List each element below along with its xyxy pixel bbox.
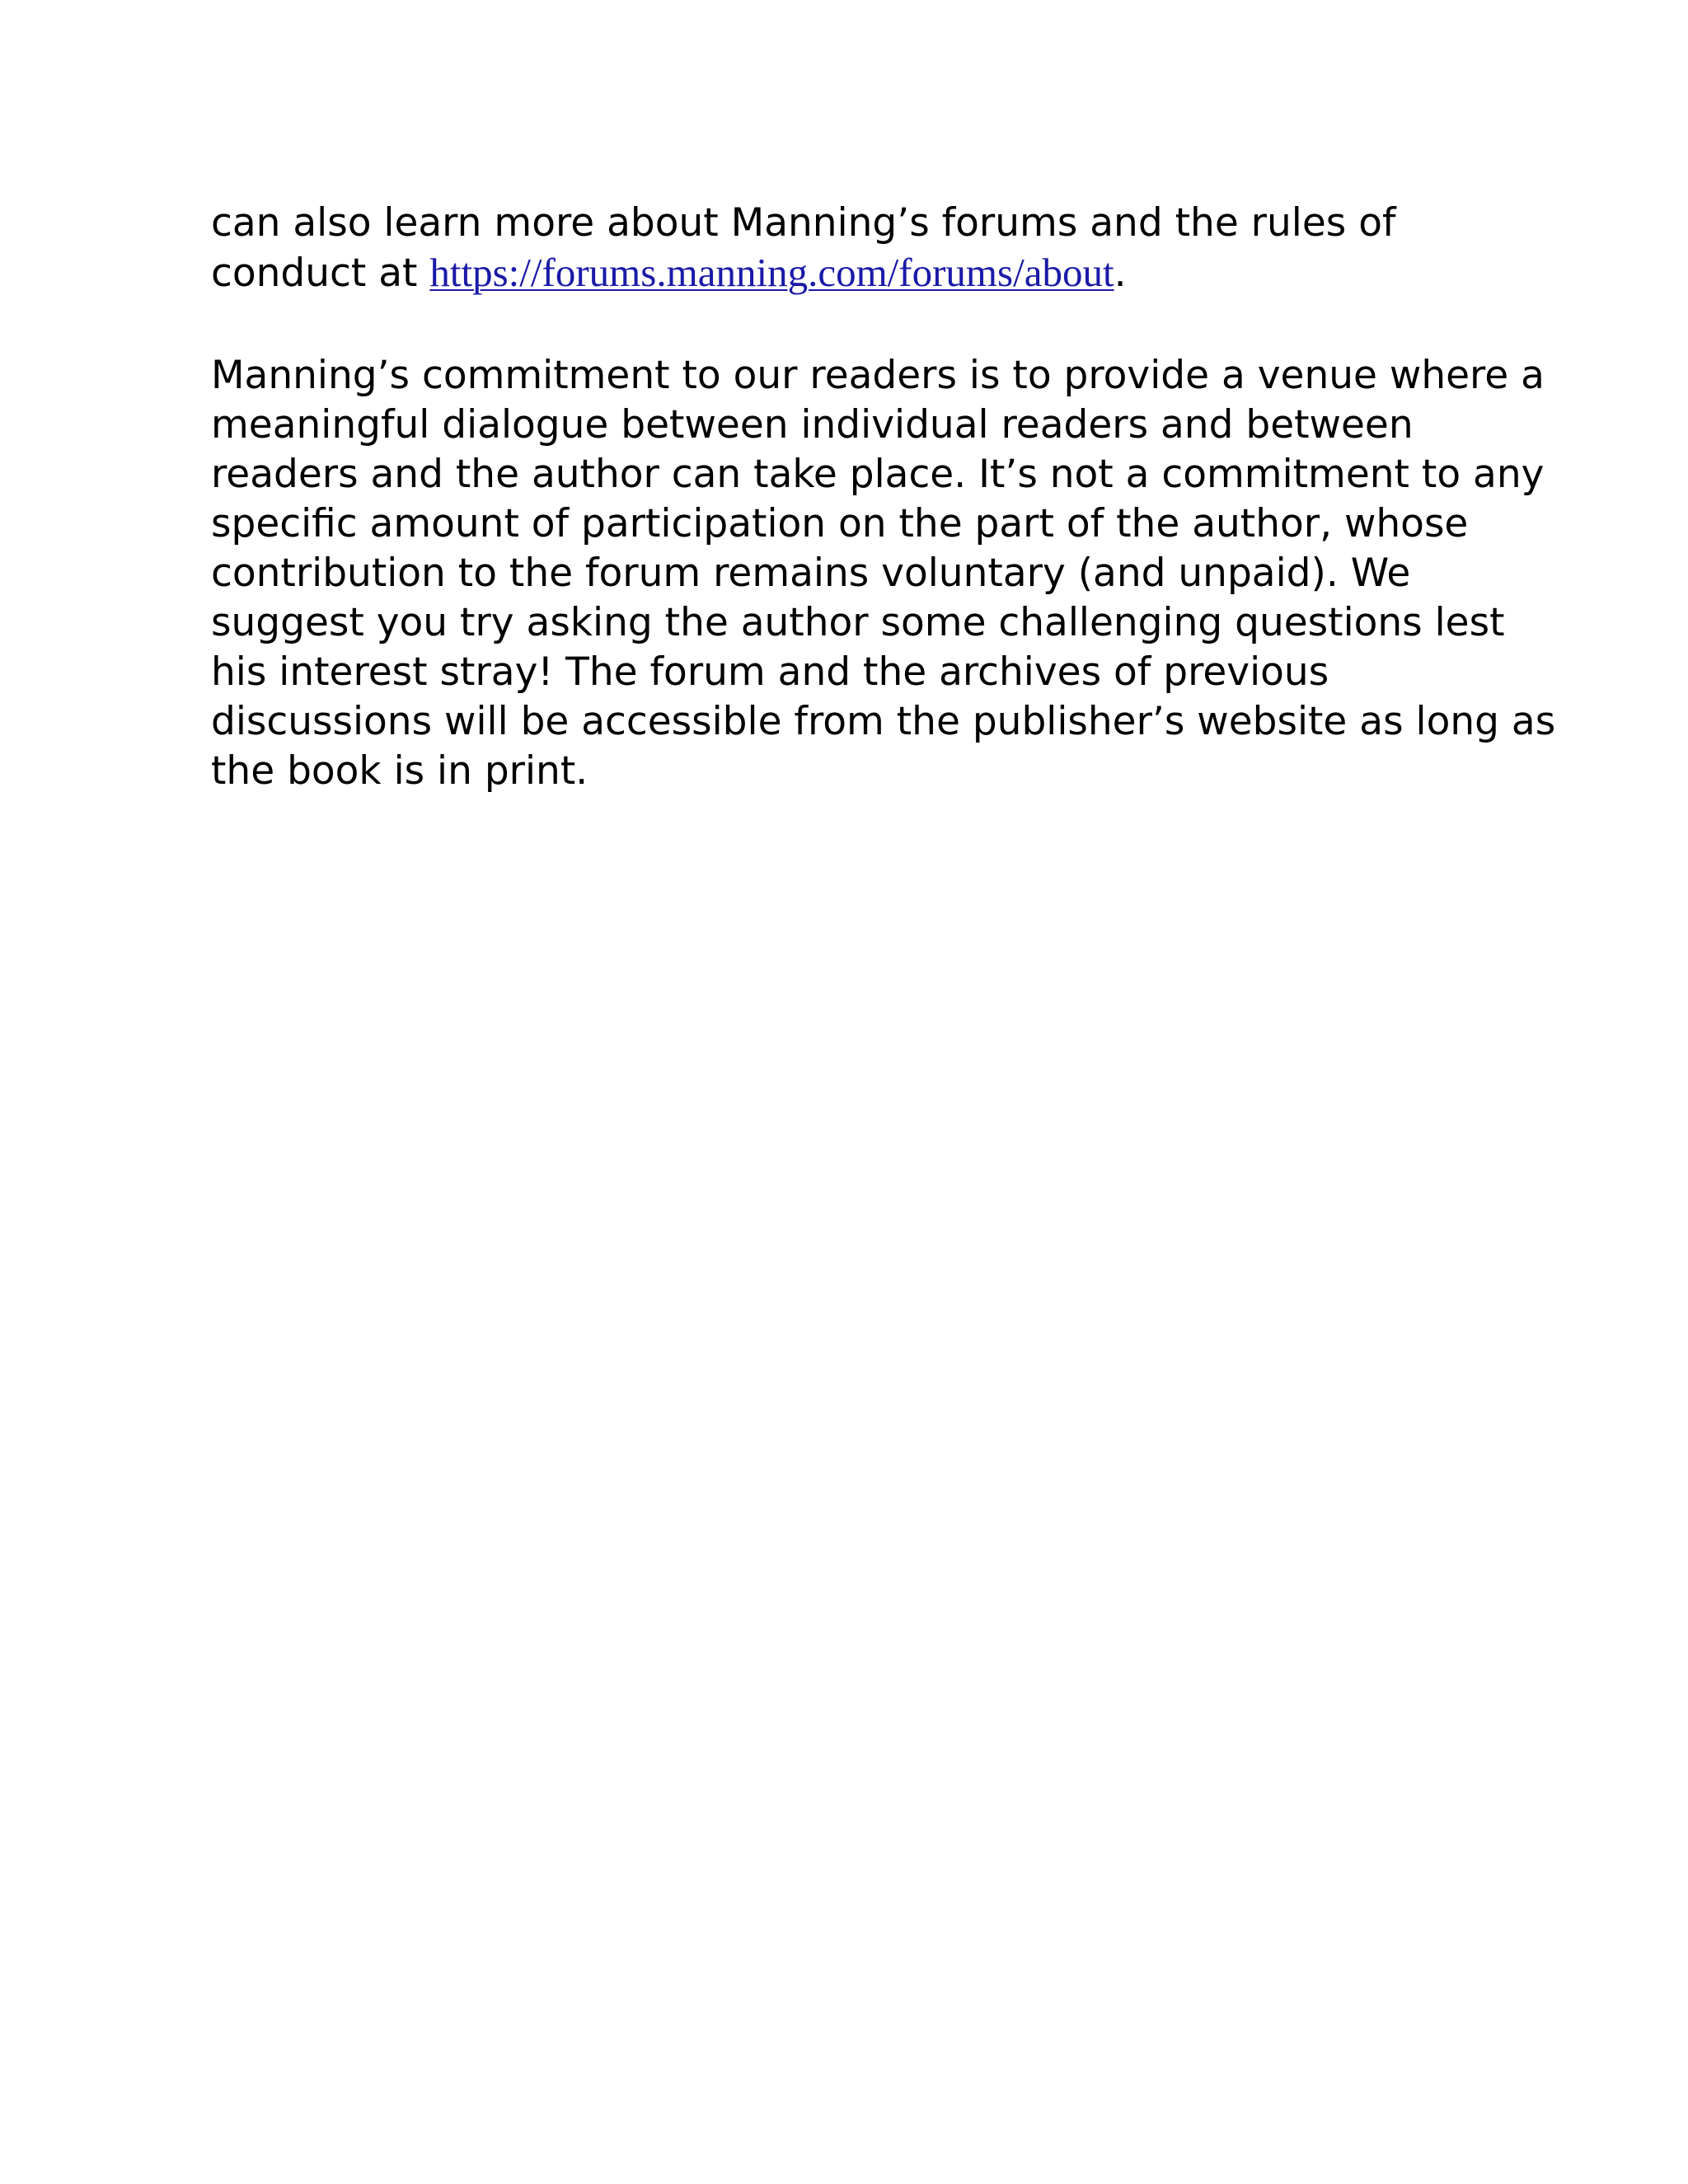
link-suffix-text: . bbox=[1114, 251, 1127, 296]
paragraph-line: discussions will be accessible from the publisher’s website as long as bbox=[211, 699, 1556, 744]
paragraph-line: suggest you try asking the author some challenging questions lest bbox=[211, 600, 1505, 645]
forums-about-link[interactable]: https://forums.manning.com/forums/about bbox=[429, 250, 1114, 295]
paragraph-line: Manning’s commitment to our readers is to provide a venue where a bbox=[211, 353, 1545, 398]
paragraph-forums-intro bbox=[211, 199, 1513, 298]
paragraph-line: readers and the author can take place. It’s not a commitment to any bbox=[211, 452, 1545, 497]
paragraph-line-with-link bbox=[211, 248, 1513, 298]
paragraph-commitment bbox=[211, 351, 1556, 796]
link-prefix-text: conduct at bbox=[211, 251, 430, 296]
paragraph-line: contribution to the forum remains voluntary (and unpaid). We bbox=[211, 551, 1411, 596]
paragraph-line: the book is in print. bbox=[211, 748, 588, 794]
paragraph-line: his interest stray! The forum and the archives of previous bbox=[211, 649, 1329, 695]
paragraph-line: can also learn more about Manning’s forums and the rules of bbox=[211, 200, 1396, 246]
paragraph-line: specific amount of participation on the part of the author, whose bbox=[211, 501, 1469, 546]
paragraph-line: meaningful dialogue between individual readers and between bbox=[211, 402, 1414, 448]
